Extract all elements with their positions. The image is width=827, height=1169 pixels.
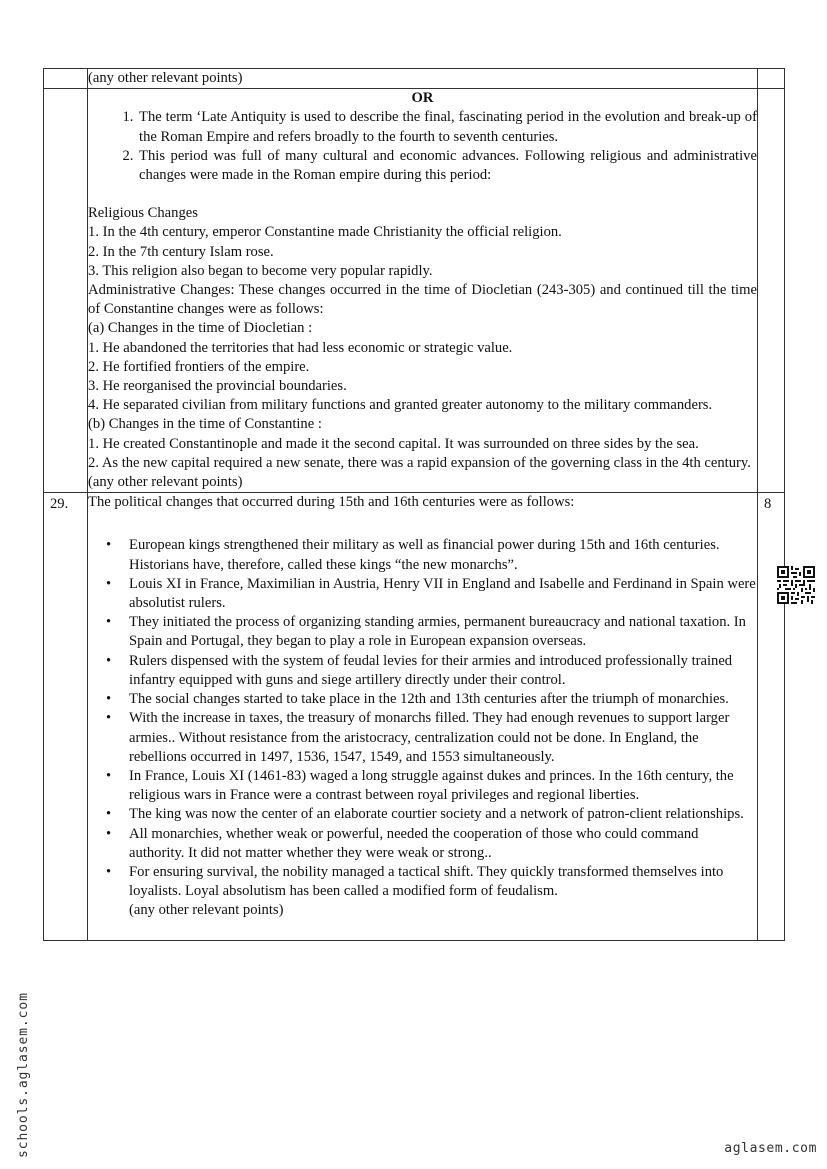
- text-line: 1. In the 4th century, emperor Constantine made Christianity the official religion.: [88, 224, 562, 241]
- sub-heading: (b) Changes in the time of Constantine :: [88, 416, 322, 433]
- marks-cell: [757, 89, 784, 493]
- or-heading: OR: [411, 90, 434, 107]
- footer-watermark: aglasem.com: [724, 1141, 817, 1156]
- numbered-point: 2. This period was full of many cultural and economic advances. Following religious and administrative changes were made in the Roman empire during this period:: [137, 147, 757, 185]
- text-line: 2. As the new capital required a new senate, there was a rapid expansion of the governing class in the 4th century.: [88, 454, 751, 471]
- section-heading: Religious Changes: [88, 205, 198, 222]
- blank-line: [88, 512, 757, 536]
- numbered-point: 1. The term ‘Late Antiquity is used to describe the final, fascinating period in the evolution and break-up of the Roman Empire and refers broadly to the fourth to seventh centuries.: [137, 108, 757, 146]
- qr-code-icon: [777, 566, 815, 604]
- question-number-cell: [44, 493, 88, 940]
- list-item: • They initiated the process of organizing standing armies, permanent bureaucracy and national taxation. In Spain and Portugal, they began to play a role in European expansion overseas.: [129, 613, 757, 651]
- closing-note: (any other relevant points): [129, 902, 284, 919]
- bullet-list: [88, 536, 757, 901]
- text-line: 4. He separated civilian from military functions and granted greater autonomy to the military commanders.: [88, 397, 713, 414]
- closing-note: (any other relevant points): [88, 474, 243, 491]
- list-item: • European kings strengthened their military as well as financial power during 15th and 16th centuries. Historians have, therefore, called these kings “the new monarchs”.: [129, 536, 757, 574]
- closing-note: (any other relevant points): [88, 70, 243, 86]
- list-item: • Louis XI in France, Maximilian in Austria, Henry VII in England and Isabelle and Ferdinand in Spain were absolutist rulers.: [129, 575, 757, 613]
- list-item: • In France, Louis XI (1461-83) waged a long struggle against dukes and princes. In the 16th century, the religious wars in France were a contrast between royal privileges and regional liberties.: [129, 767, 757, 805]
- list-item: • All monarchies, whether weak or powerful, needed the cooperation of those who could command authority. It did not matter whether they were weak or strong..: [129, 825, 757, 863]
- sub-heading: (a) Changes in the time of Diocletian :: [88, 320, 313, 337]
- side-watermark: schools.aglasem.com: [16, 992, 31, 1158]
- list-item: • Rulers dispensed with the system of feudal levies for their armies and introduced professionally trained infantry equipped with guns and siege artillery directly under their control.: [129, 652, 757, 690]
- list-item: • With the increase in taxes, the treasury of monarchs filled. They had enough revenues to support larger armies.. Without resistance from the aristocracy, centralization could not be done. In England, the rebellions occurred in 1497, 1536, 1547, 1549, and 1553 simultaneously.: [129, 709, 757, 767]
- text-line: 2. He fortified frontiers of the empire.: [88, 358, 310, 375]
- text-line: Administrative Changes: These changes occurred in the time of Diocletian (243-305) and continued till the time of Constantine changes were as follows:: [88, 282, 757, 318]
- answer-cell: [88, 493, 758, 940]
- answer-table: [43, 68, 785, 941]
- question-number: 29.: [50, 496, 69, 513]
- list-item: • For ensuring survival, the nobility managed a tactical shift. They quickly transformed themselves into loyalists. Loyal absolutism has been called a modified form of feudalism.: [129, 863, 757, 901]
- intro-line: The political changes that occurred during 15th and 16th centuries were as follows:: [88, 494, 575, 511]
- list-item: • The social changes started to take place in the 12th and 13th centuries after the triumph of monarchies.: [129, 690, 757, 709]
- text-line: 1. He abandoned the territories that had less economic or strategic value.: [88, 339, 513, 356]
- answer-cell: [88, 89, 758, 493]
- answer-cell: [88, 69, 758, 89]
- text-line: 1. He created Constantinople and made it the second capital. It was surrounded on three sides by the sea.: [88, 435, 699, 452]
- blank-line: [88, 185, 757, 204]
- marks-cell: [757, 69, 784, 89]
- text-line: 2. In the 7th century Islam rose.: [88, 243, 274, 260]
- list-item: • The king was now the center of an elaborate courtier society and a network of patron-client relationships.: [129, 805, 757, 824]
- question-number-cell: [44, 69, 88, 89]
- table-row-or-answer: [44, 89, 785, 493]
- marks-value: 8: [763, 496, 772, 513]
- table-row-previous: [44, 69, 785, 89]
- marks-cell: [757, 493, 784, 940]
- question-number-cell: [44, 89, 88, 493]
- text-line: 3. This religion also began to become very popular rapidly.: [88, 262, 433, 279]
- numbered-points: [88, 108, 757, 185]
- text-line: 3. He reorganised the provincial boundaries.: [88, 378, 347, 395]
- table-row-question-29: [44, 493, 785, 940]
